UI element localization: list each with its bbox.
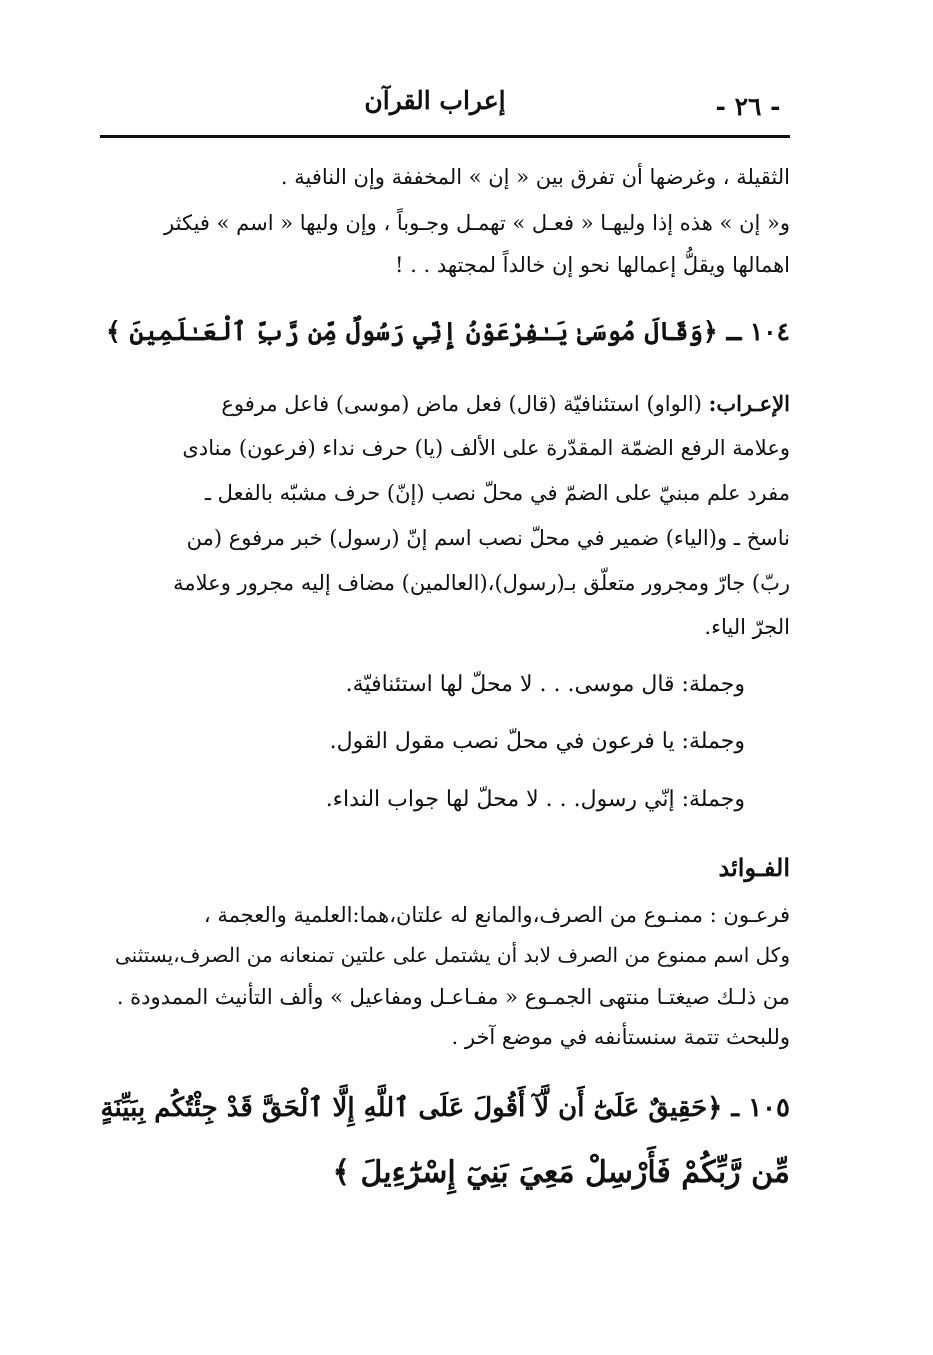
fawaid-line-2: وكل اسم ممنوع من الصرف لابد أن يشتمل على علتين تمنعانه من الصرف،يستثنى [115,943,790,967]
fawaid-line-4: وللبحث تتمة سنستأنفه في موضع آخر . [451,1025,790,1049]
irab-line-4: ناسخ ـ و(الياء) ضمير في محلّ نصب اسم إنّ (رسول) خبر مرفوع (من [186,526,790,550]
jumla-3: وجملة: إنّي رسول. . . لا محلّ لها جواب النداء. [325,787,745,812]
verse-104: ١٠٤ ـ ﴿وَقَالَ مُوسَىٰ يَـٰفِرْعَوْنُ إِنِّي رَسُولٌ مِّن رَّبِّ ٱلْعَـٰلَمِينَ ﴾ [106,317,790,346]
intro-line-2: و« إن » هذه إذا وليهـا « فعـل » تهمـل وجـوباً ، وإن وليها « اسم » فيكثر [164,211,790,235]
verse-105-line-1: ١٠٥ ـ ﴿حَقِيقٌ عَلَىٰٓ أَن لَّآ أَقُولَ عَلَى ٱللَّهِ إِلَّا ٱلْحَقَّ قَدْ جِئْتُكُم بِبَيِّنَةٍ [100,1093,790,1123]
jumla-1: وجملة: قال موسى. . . لا محلّ لها استئنافيّة. [345,672,745,697]
intro-line-1: الثقيلة ، وغرضها أن تفرق بين « إن » المخففة وإن النافية . [280,165,790,189]
running-title: إعراب القرآن [364,86,506,115]
page-number: - ٢٦ - [715,92,781,121]
verse-105-line-2: مِّن رَّبِّكُمْ فَأَرْسِلْ مَعِيَ بَنِيٓ إِسْرَٰٓءِيلَ ﴾ [332,1155,790,1190]
fawaid-line-3: من ذلـك صيغتـا منتهى الجمـوع « مفـاعـل ومفاعيل » وألف التأنيث الممدودة . [116,985,790,1009]
irab-line-1 [221,391,790,417]
intro-line-3: اهمالها ويقلُّ إعمالها نحو إن خالداً لمجتهد . . ! [395,253,790,277]
fawaid-heading: الفـوائد [718,853,790,882]
fawaid-line-1: فرعـون : ممنـوع من الصرف،والمانع له علتان،هما:العلمية والعجمة ، [203,903,790,927]
irab-line-3: مفرد علم مبنيّ على الضمّ في محلّ نصب (إنّ) حرف مشبّه بالفعل ـ [204,481,790,505]
jumla-2: وجملة: يا فرعون في محلّ نصب مقول القول. [329,729,745,754]
header-rule [100,135,790,138]
irab-label: الإعـراب: [708,391,790,416]
irab-line-2: وعلامة الرفع الضمّة المقدّرة على الألف (يا) حرف نداء (فرعون) منادى [182,436,790,460]
irab-text-1: (الواو) استئنافيّة (قال) فعل ماض (موسى) فاعل مرفوع [221,392,709,416]
irab-line-5: ربّ) جارّ ومجرور متعلّق بـ(رسول)،(العالمين) مضاف إليه مجرور وعلامة [173,571,790,595]
irab-line-6: الجرّ الياء. [704,615,790,639]
